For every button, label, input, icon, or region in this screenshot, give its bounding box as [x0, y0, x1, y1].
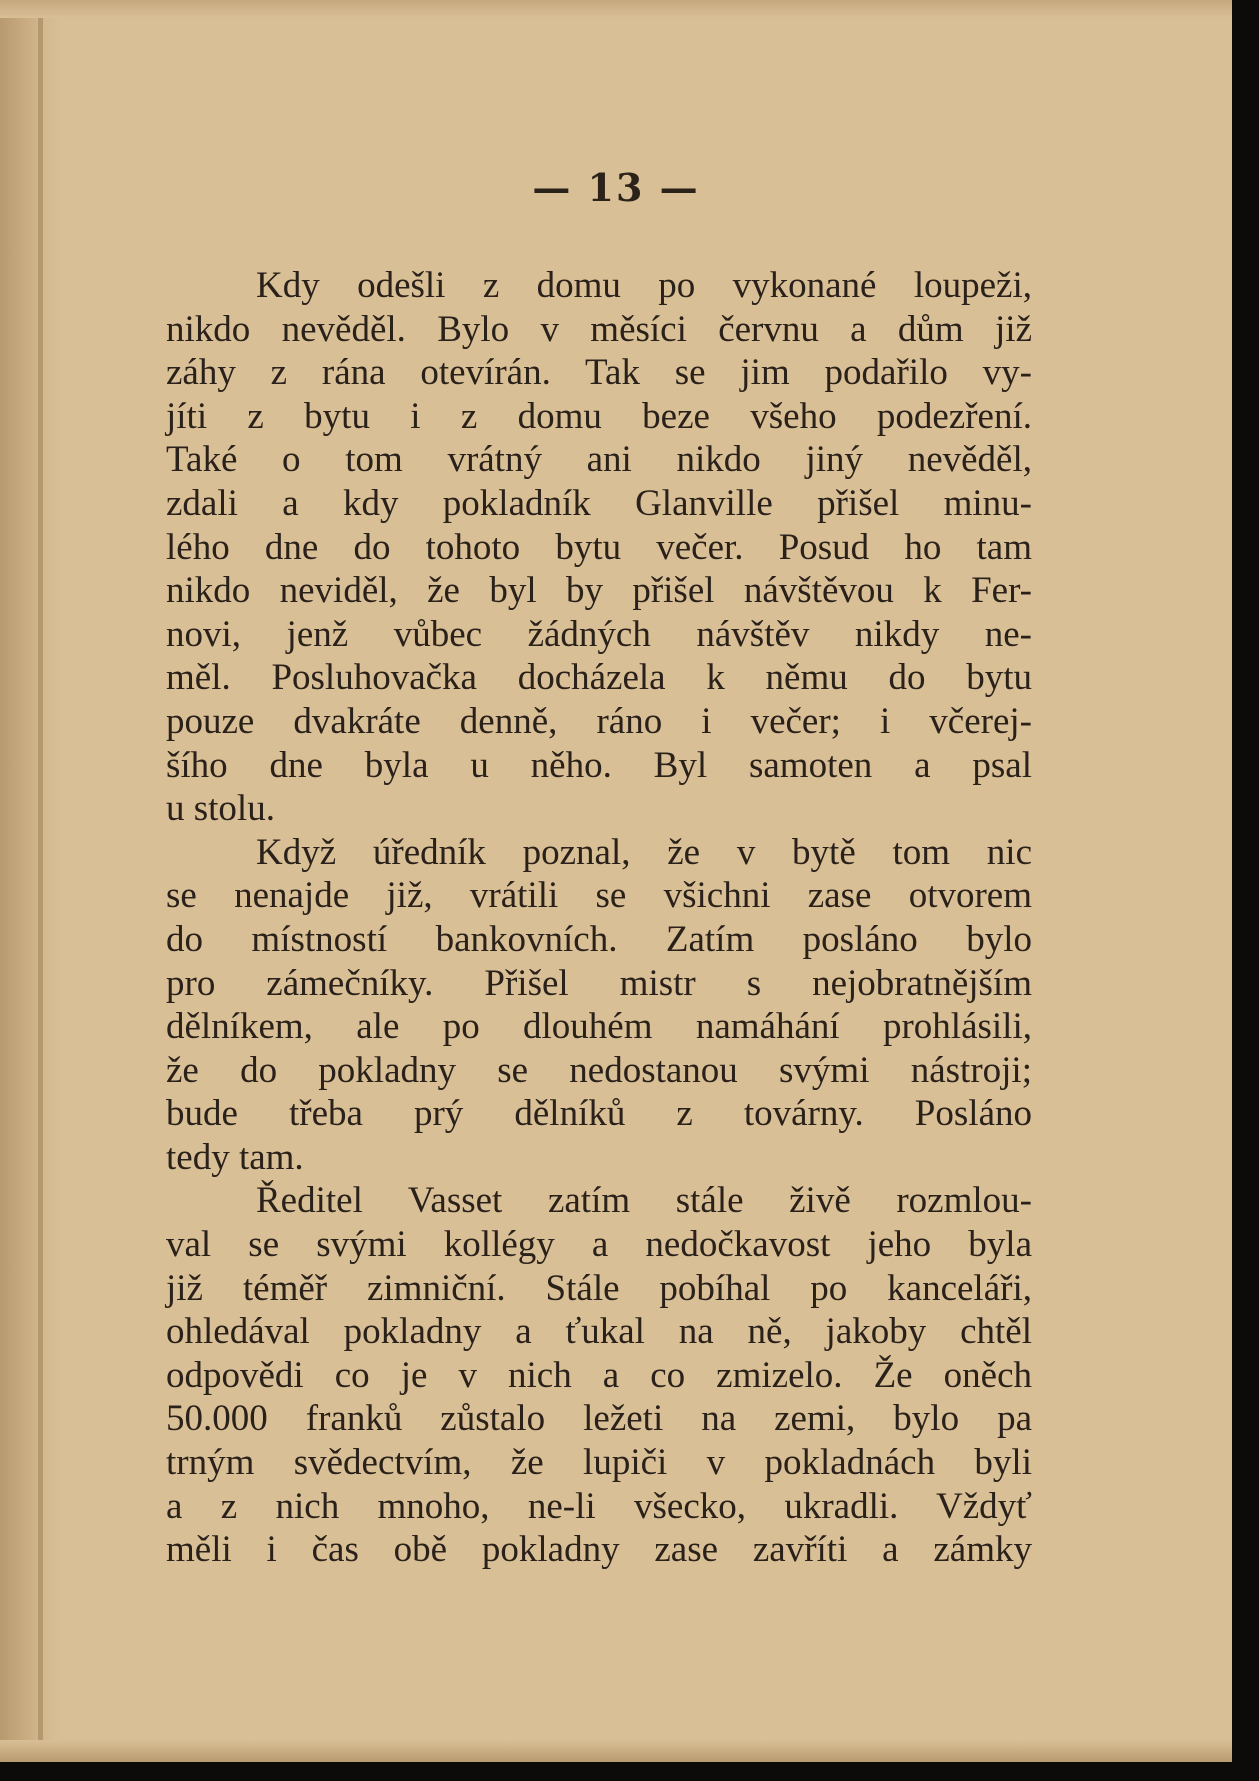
text-line: lého dne do tohoto bytu večer. Posud ho tam: [166, 526, 1032, 568]
text-line: u stolu.: [166, 788, 275, 830]
binding-gutter-shadow: [0, 0, 60, 1762]
text-line: tedy tam.: [166, 1136, 304, 1178]
page-bottom-edge: [0, 1740, 1232, 1762]
text-line: novi, jenž vůbec žádných návštěv nikdy ne-: [166, 613, 1032, 655]
text-line: a z nich mnoho, ne-li všecko, ukradli. Vždyť: [166, 1485, 1032, 1527]
text-line: nikdo nevěděl. Bylo v měsíci červnu a dům již: [166, 308, 1032, 350]
text-line: Ředitel Vasset zatím stále živě rozmlou-: [256, 1180, 1032, 1222]
binding-fold-line: [38, 0, 43, 1762]
text-line: měli i čas obě pokladny zase zavříti a zámky: [166, 1529, 1032, 1571]
text-line: že do pokladny se nedostanou svými nástroji;: [166, 1049, 1032, 1091]
text-line: Kdy odešli z domu po vykonané loupeži,: [256, 265, 1032, 306]
text-line: Když úředník poznal, že v bytě tom nic: [256, 831, 1032, 873]
text-line: nikdo neviděl, že byl by přišel návštěvou k Fer-: [166, 570, 1032, 612]
text-line: šího dne byla u něho. Byl samoten a psal: [166, 744, 1032, 786]
text-line: val se svými kollégy a nedočkavost jeho byla: [166, 1224, 1032, 1266]
text-line: ohledával pokladny a ťukal na ně, jakoby chtěl: [166, 1311, 1032, 1353]
text-line: měl. Posluhovačka docházela k němu do bytu: [166, 657, 1032, 699]
text-line: se nenajde již, vrátili se všichni zase otvorem: [166, 875, 1032, 917]
text-line: odpovědi co je v nich a co zmizelo. Že oněch: [166, 1354, 1032, 1396]
text-line: do místností bankovních. Zatím posláno bylo: [166, 918, 1032, 960]
page-number: — 13 —: [532, 165, 700, 210]
page-top-edge: [0, 0, 1232, 18]
body-text: [166, 264, 1032, 1572]
text-line: pouze dvakráte denně, ráno i večer; i včerej-: [166, 700, 1032, 742]
text-line: trným svědectvím, že lupiči v pokladnách byli: [166, 1442, 1032, 1484]
text-line: dělníkem, ale po dlouhém namáhání prohlásili,: [166, 1006, 1032, 1048]
text-line: zdali a kdy pokladník Glanville přišel minu-: [166, 482, 1032, 524]
text-line: bude třeba prý dělníků z továrny. Posláno: [166, 1093, 1032, 1135]
text-line: záhy z rána otevírán. Tak se jim podařilo vy-: [166, 352, 1032, 394]
text-line: pro zámečníky. Přišel mistr s nejobratnějším: [166, 962, 1032, 1004]
text-line: již téměř zimniční. Stále pobíhal po kanceláři,: [166, 1267, 1032, 1309]
text-line: 50.000 franků zůstalo ležeti na zemi, bylo pa: [166, 1398, 1032, 1440]
text-line: jíti z bytu i z domu beze všeho podezření.: [166, 395, 1032, 437]
text-line: Také o tom vrátný ani nikdo jiný nevěděl,: [166, 439, 1032, 481]
